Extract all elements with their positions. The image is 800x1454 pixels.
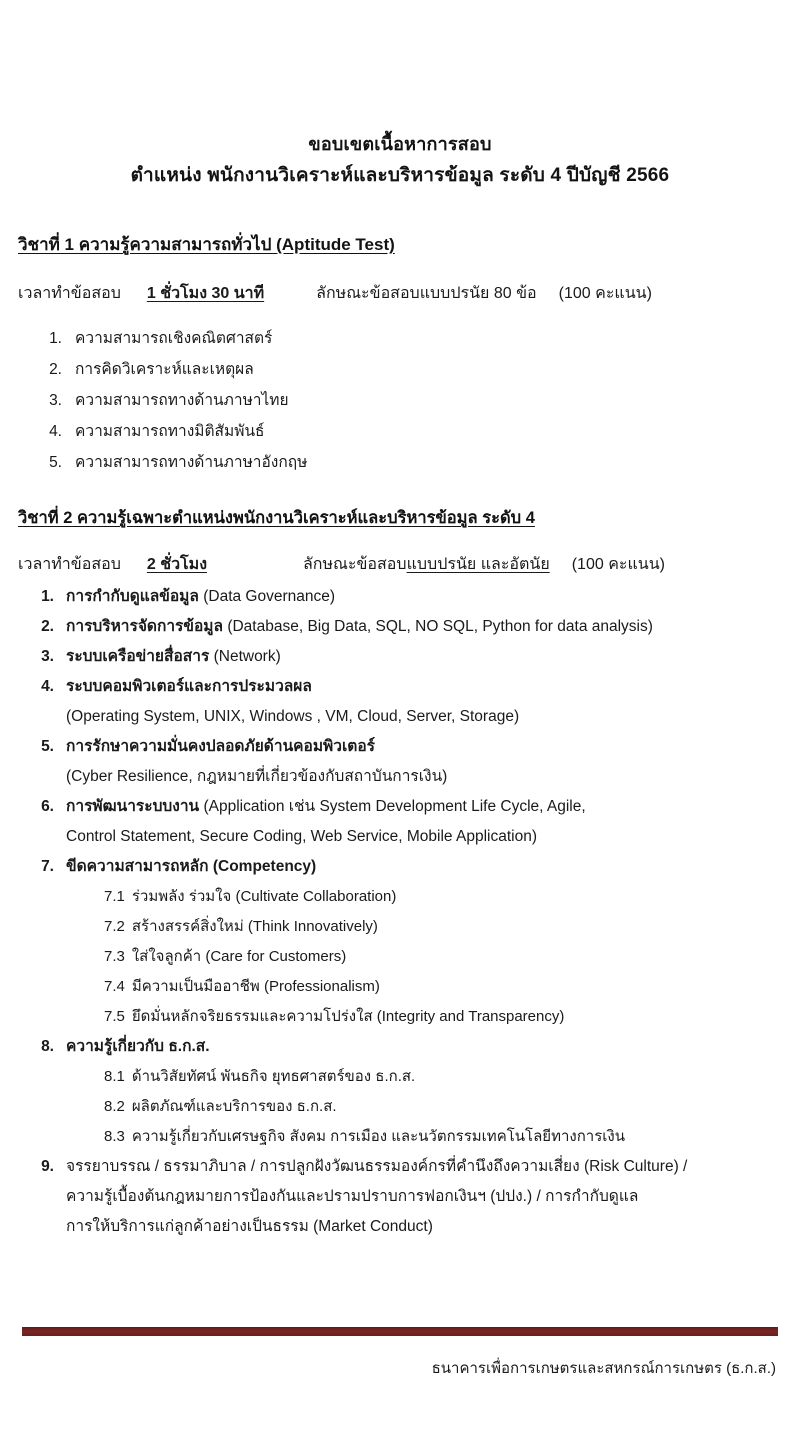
section-2-time-label: เวลาทำข้อสอบ bbox=[18, 556, 121, 573]
sub-list-item bbox=[66, 1062, 782, 1092]
sub-list-item-text: ความรู้เกี่ยวกับเศรษฐกิจ สังคม การเมือง และนวัตกรรมเทคโนโลยีทางการเงิน bbox=[131, 1128, 625, 1145]
sub-list-item bbox=[66, 1122, 782, 1152]
list-item-number: 2. bbox=[49, 361, 62, 378]
sub-list-item bbox=[66, 972, 782, 1002]
list-item-number: 5. bbox=[49, 454, 62, 471]
sub-list-item-number: 7.3 bbox=[104, 948, 125, 965]
list-item-thai: การกำกับดูแลข้อมูล bbox=[66, 588, 199, 605]
sub-list-item-text: ยึดมั่นหลักจริยธรรมและความโปร่งใส (Integrity and Transparency) bbox=[131, 1008, 565, 1025]
sub-list-item bbox=[66, 882, 782, 912]
list-item-thai: ความรู้เกี่ยวกับ ธ.ก.ส. bbox=[66, 1038, 210, 1055]
list-item-continuation: (Cyber Resilience, กฎหมายที่เกี่ยวข้องกับสถาบันการเงิน) bbox=[66, 768, 448, 785]
list-item-number: 1. bbox=[49, 330, 62, 347]
sub-list-item bbox=[66, 912, 782, 942]
section-2-meta-line bbox=[18, 554, 782, 576]
list-item bbox=[18, 792, 782, 852]
list-item-number: 4. bbox=[49, 423, 62, 440]
list-item-thai: การรักษาความมั่นคงปลอดภัยด้านคอมพิวเตอร์ bbox=[66, 738, 375, 755]
section-1-score: (100 คะแนน) bbox=[558, 285, 652, 302]
list-item-body bbox=[66, 672, 782, 732]
list-item bbox=[18, 354, 782, 385]
competency-sublist bbox=[66, 882, 782, 1032]
list-item-continuation: (Operating System, UNIX, Windows , VM, Cloud, Server, Storage) bbox=[66, 708, 520, 725]
list-item bbox=[18, 642, 782, 672]
list-item bbox=[18, 323, 782, 354]
list-item-body bbox=[66, 582, 782, 612]
page-subtitle: ตำแหน่ง พนักงานวิเคราะห์และบริหารข้อมูล ระดับ 4 ปีบัญชี 2566 bbox=[130, 165, 670, 186]
list-item-number: 3. bbox=[41, 648, 54, 665]
list-item-thai: การพัฒนาระบบงาน bbox=[66, 798, 200, 815]
list-item-thai: ระบบคอมพิวเตอร์และการประมวลผล bbox=[66, 678, 312, 695]
sub-list-item-number: 8.2 bbox=[104, 1098, 125, 1115]
list-item bbox=[18, 447, 782, 478]
list-item bbox=[18, 1152, 782, 1242]
list-item-body bbox=[66, 792, 782, 852]
paragraph-line-2: ความรู้เบื้องต้นกฎหมายการป้องกันและปรามปราบการฟอกเงินฯ (ปปง.) / การกำกับดูแล bbox=[66, 1188, 639, 1205]
footer-organization: ธนาคารเพื่อการเกษตรและสหกรณ์การเกษตร (ธ.ก.ส.) bbox=[431, 1360, 776, 1377]
section-1-format-label: ลักษณะข้อสอบแบบปรนัย 80 ข้อ bbox=[316, 285, 537, 302]
sub-list-item bbox=[66, 942, 782, 972]
list-item-thai: การบริหารจัดการข้อมูล bbox=[66, 618, 224, 635]
section-2-format-label: ลักษณะข้อสอบ bbox=[303, 556, 407, 573]
list-item-body bbox=[66, 612, 782, 642]
section-1-list bbox=[18, 323, 782, 478]
list-item-thai: ระบบเครือข่ายสื่อสาร bbox=[66, 648, 210, 665]
list-item-english: (Network) bbox=[209, 648, 281, 665]
footer-divider bbox=[22, 1327, 778, 1336]
sub-list-item-text: ผลิตภัณฑ์และบริการของ ธ.ก.ส. bbox=[131, 1098, 337, 1115]
list-item bbox=[18, 582, 782, 612]
list-item-text: ความสามารถทางด้านภาษาอังกฤษ bbox=[75, 454, 308, 471]
sub-list-item-text: ร่วมพลัง ร่วมใจ (Cultivate Collaboration) bbox=[131, 888, 397, 905]
list-item-number: 5. bbox=[41, 738, 54, 755]
paragraph-line-1: จรรยาบรรณ / ธรรมาภิบาล / การปลูกฝังวัฒนธรรมองค์กรที่คำนึงถึงความเสี่ยง (Risk Culture) / bbox=[66, 1158, 688, 1175]
list-item bbox=[18, 612, 782, 642]
page-title: ขอบเขตเนื้อหาการสอบ bbox=[308, 134, 492, 154]
list-item-number: 3. bbox=[49, 392, 62, 409]
section-1-time-value: 1 ชั่วโมง 30 นาที bbox=[146, 285, 265, 302]
list-item-number: 7. bbox=[41, 858, 54, 875]
sub-list-item-text: ใส่ใจลูกค้า (Care for Customers) bbox=[131, 948, 347, 965]
sub-list-item-number: 7.1 bbox=[104, 888, 125, 905]
list-item bbox=[18, 732, 782, 792]
section-2-format-underlined: แบบปรนัย และอัตนัย bbox=[406, 556, 550, 573]
list-item-english: (Application เช่น System Development Life Cycle, Agile, bbox=[199, 798, 586, 815]
list-item bbox=[18, 852, 782, 1032]
sub-list-item-number: 7.5 bbox=[104, 1008, 125, 1025]
list-item-number: 9. bbox=[41, 1158, 54, 1175]
sub-list-item-text: มีความเป็นมืออาชีพ (Professionalism) bbox=[131, 978, 380, 995]
list-item-number: 1. bbox=[41, 588, 54, 605]
list-item-body bbox=[66, 1032, 782, 1152]
list-item bbox=[18, 672, 782, 732]
list-item-english: (Data Governance) bbox=[198, 588, 336, 605]
sub-list-item-text: ด้านวิสัยทัศน์ พันธกิจ ยุทธศาสตร์ของ ธ.ก.ส. bbox=[131, 1068, 416, 1085]
list-item-body bbox=[66, 1152, 782, 1242]
list-item-body bbox=[66, 732, 782, 792]
list-item-number: 4. bbox=[41, 678, 54, 695]
sub-list-item-number: 8.3 bbox=[104, 1128, 125, 1145]
sub-list-item bbox=[66, 1092, 782, 1122]
section-2-heading: วิชาที่ 2 ความรู้เฉพาะตำแหน่งพนักงานวิเคราะห์และบริหารข้อมูล ระดับ 4 bbox=[18, 509, 535, 527]
list-item-text: ความสามารถเชิงคณิตศาสตร์ bbox=[75, 330, 273, 347]
list-item-continuation: Control Statement, Secure Coding, Web Service, Mobile Application) bbox=[66, 828, 537, 845]
list-item-number: 2. bbox=[41, 618, 54, 635]
list-item-text: การคิดวิเคราะห์และเหตุผล bbox=[75, 361, 254, 378]
paragraph-line-3: การให้บริการแก่ลูกค้าอย่างเป็นธรรม (Market Conduct) bbox=[66, 1218, 433, 1235]
list-item-text: ความสามารถทางมิติสัมพันธ์ bbox=[75, 423, 265, 440]
section-2-list bbox=[18, 582, 782, 1242]
list-item-body bbox=[66, 642, 782, 672]
list-item bbox=[18, 385, 782, 416]
section-2-score: (100 คะแนน) bbox=[571, 556, 665, 573]
list-item-text: ความสามารถทางด้านภาษาไทย bbox=[75, 392, 289, 409]
baac-knowledge-sublist bbox=[66, 1062, 782, 1152]
list-item-thai: ขีดความสามารถหลัก (Competency) bbox=[66, 858, 317, 875]
document-title-block bbox=[18, 0, 782, 192]
list-item bbox=[18, 416, 782, 447]
sub-list-item bbox=[66, 1002, 782, 1032]
list-item-number: 6. bbox=[41, 798, 54, 815]
section-1-heading: วิชาที่ 1 ความรู้ความสามารถทั่วไป (Aptitude Test) bbox=[18, 235, 395, 254]
section-1-time-label: เวลาทำข้อสอบ bbox=[18, 285, 121, 302]
sub-list-item-number: 7.4 bbox=[104, 978, 125, 995]
section-2-time-value: 2 ชั่วโมง bbox=[146, 556, 207, 573]
sub-list-item-number: 7.2 bbox=[104, 918, 125, 935]
list-item-english: (Database, Big Data, SQL, NO SQL, Python for data analysis) bbox=[223, 618, 653, 635]
sub-list-item-number: 8.1 bbox=[104, 1068, 125, 1085]
section-1-meta-line bbox=[18, 283, 782, 305]
list-item-body bbox=[66, 852, 782, 1032]
sub-list-item-text: สร้างสรรค์สิ่งใหม่ (Think Innovatively) bbox=[131, 918, 378, 935]
list-item bbox=[18, 1032, 782, 1152]
list-item-number: 8. bbox=[41, 1038, 54, 1055]
